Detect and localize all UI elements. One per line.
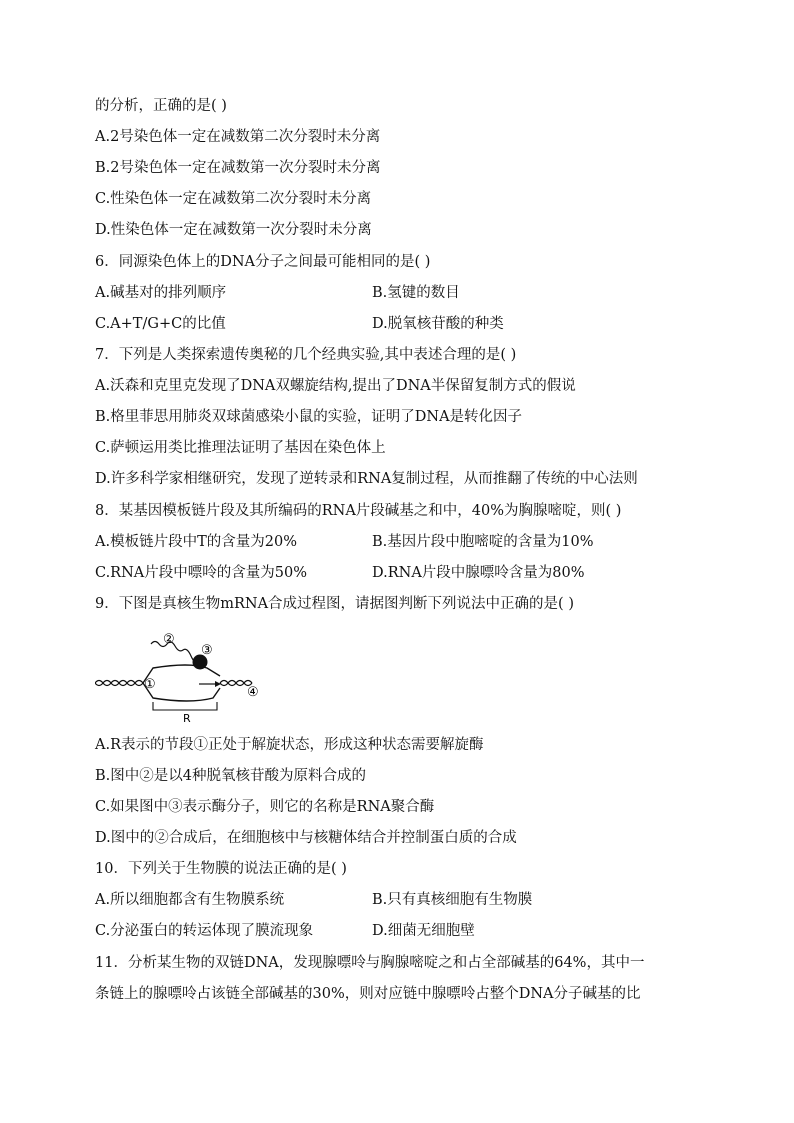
q10-option-d: D.细菌无细胞壁	[372, 923, 475, 939]
q10-option-a: A.所以细胞都含有生物膜系统	[95, 892, 285, 908]
question-6: 6．同源染色体上的DNA分子之间最可能相同的是( )	[95, 254, 431, 270]
q7-option-c: C.萨顿运用类比推理法证明了基因在染色体上	[95, 440, 386, 456]
option-c: C.性染色体一定在减数第二次分裂时未分离	[95, 191, 372, 207]
segment-bracket	[153, 702, 217, 710]
label-4: ④	[247, 685, 259, 700]
question-11-continued: 条链上的腺嘌呤占该链全部碱基的30%，则对应链中腺嘌呤占整个DNA分子碱基的比	[95, 986, 641, 1002]
q7-option-d: D.许多科学家相继研究，发现了逆转录和RNA复制过程，从而推翻了传统的中心法则	[95, 471, 638, 487]
question-continuation: 的分析，正确的是( )	[95, 98, 227, 114]
q6-option-c: C.A+T/G+C的比值	[95, 316, 226, 332]
q9-option-c: C.如果图中③表示酶分子，则它的名称是RNA聚合酶	[95, 799, 435, 815]
q8-option-a: A.模板链片段中T的含量为20%	[95, 534, 297, 550]
label-r: R	[183, 712, 191, 723]
q9-option-d: D.图中的②合成后，在细胞核中与核糖体结合并控制蛋白质的合成	[95, 830, 517, 846]
q10-option-c: C.分泌蛋白的转运体现了膜流现象	[95, 923, 314, 939]
label-3: ③	[201, 643, 213, 658]
question-8: 8．某基因模板链片段及其所编码的RNA片段碱基之和中，40%为胸腺嘧啶，则( )	[95, 503, 622, 519]
q9-option-b: B.图中②是以4种脱氧核苷酸为原料合成的	[95, 768, 366, 784]
q6-option-a: A.碱基对的排列顺序	[95, 285, 227, 301]
question-7: 7．下列是人类探索遗传奥秘的几个经典实验,其中表述合理的是( )	[95, 347, 517, 363]
q8-option-d: D.RNA片段中腺嘌呤含量为80%	[372, 565, 585, 581]
left-helix-strand-2	[95, 681, 143, 686]
q7-option-a: A.沃森和克里克发现了DNA双螺旋结构,提出了DNA半保留复制方式的假说	[95, 378, 576, 394]
question-10: 10．下列关于生物膜的说法正确的是( )	[95, 861, 347, 877]
q7-option-b: B.格里菲思用肺炎双球菌感染小鼠的实验，证明了DNA是转化因子	[95, 409, 523, 425]
q8-option-c: C.RNA片段中嘌呤的含量为50%	[95, 565, 307, 581]
q9-option-a: A.R表示的节段①正处于解旋状态，形成这种状态需要解旋酶	[95, 737, 484, 753]
option-b: B.2号染色体一定在减数第一次分裂时未分离	[95, 160, 381, 176]
label-2: ②	[163, 632, 175, 647]
option-d: D.性染色体一定在减数第一次分裂时未分离	[95, 222, 372, 238]
q8-option-b: B.基因片段中胞嘧啶的含量为10%	[372, 534, 594, 550]
label-1: ①	[144, 677, 156, 692]
mrna-transcription-figure	[95, 628, 275, 723]
mrna-strand	[151, 642, 199, 663]
q10-option-b: B.只有真核细胞有生物膜	[372, 892, 533, 908]
option-a: A.2号染色体一定在减数第二次分裂时未分离	[95, 129, 381, 145]
question-11: 11．分析某生物的双链DNA，发现腺嘌呤与胸腺嘧啶之和占全部碱基的64%，其中一	[95, 955, 645, 971]
question-9: 9．下图是真核生物mRNA合成过程图，请据图判断下列说法中正确的是( )	[95, 596, 574, 612]
q6-option-d: D.脱氧核苷酸的种类	[372, 316, 504, 332]
q6-option-b: B.氢键的数目	[372, 285, 460, 301]
